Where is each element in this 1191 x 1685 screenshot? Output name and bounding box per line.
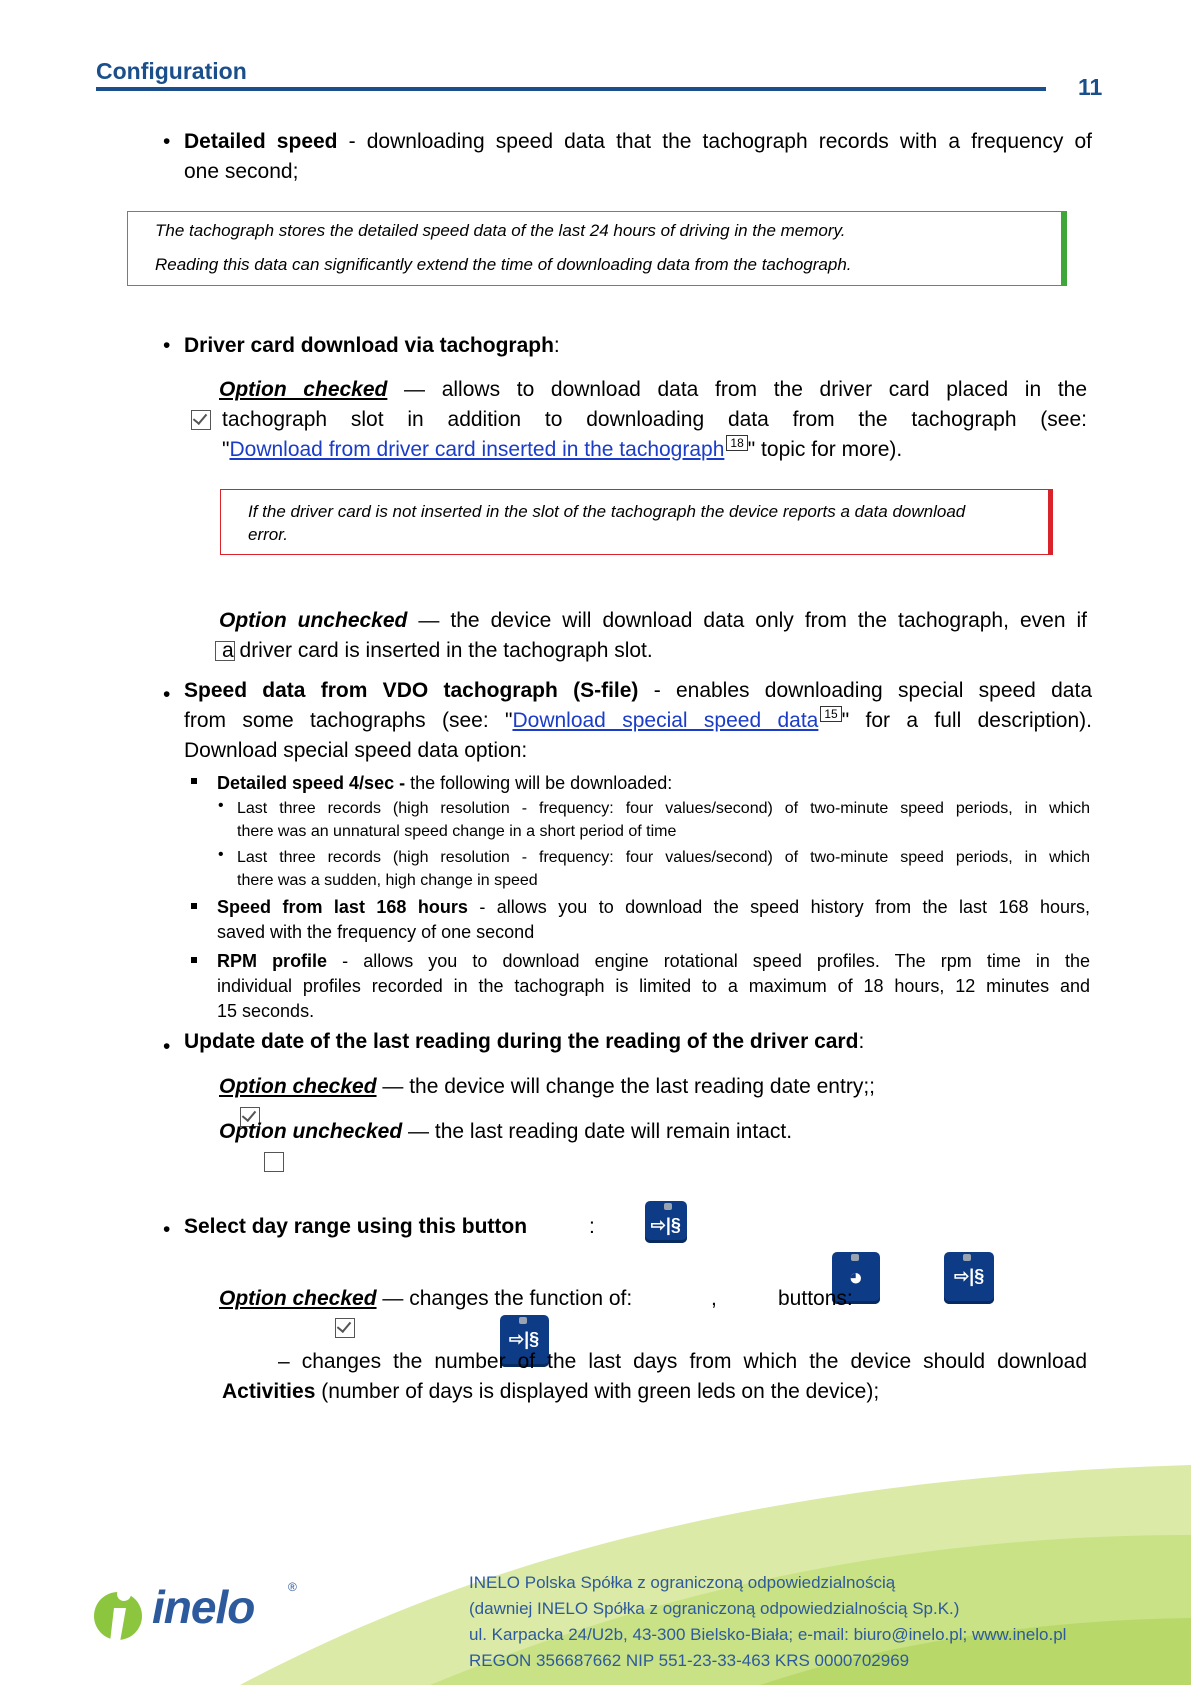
driver-card-checked-item: Option checked — allows to download data from the driver card placed in the tachograph slot in addition to downloading data from the tachograph (see: "Download from driver card inserted in the tachograph 18 " topic for more). (219, 378, 1088, 461)
section-button-icon: ⇨|§ (944, 1252, 994, 1304)
driver-card-unchecked-item: Option unchecked — the device will download data only from the tachograph, even if a driver card is inserted in the tachograph slot. (219, 609, 1088, 662)
pie-button-icon: ◕ (832, 1252, 880, 1304)
logo-mark-icon (92, 1580, 144, 1650)
page-number: 11 (1078, 74, 1103, 100)
page-ref-badge[interactable]: 18 (726, 435, 747, 451)
checked-checkbox-icon (335, 1318, 355, 1338)
driver-card-topic-link[interactable]: Download from driver card inserted in the tachograph (229, 438, 725, 461)
day-range-heading: Select day range using this button (184, 1215, 528, 1238)
bullet-icon: • (163, 334, 171, 357)
special-speed-link[interactable]: Download special speed data (512, 709, 819, 732)
info-note: The tachograph stores the detailed speed data of the last 24 hours of driving in the memory. Reading this data can significantly extend the time of downloading data from the tachograph. (127, 211, 1067, 286)
logo-wordmark: inelo (152, 1581, 255, 1633)
square-bullet-icon (191, 903, 197, 909)
sub-item: Last three records (high resolution - frequency: four values/second) of two-minute speed periods, in which there was a sudden, high change in speed (237, 849, 1090, 889)
sub-item: Last three records (high resolution - frequency: four values/second) of two-minute speed periods, in which there was an unnatural speed change in a short period of time (237, 800, 1090, 840)
update-date-checked-item: Option checked — the device will change the last reading date entry;; (219, 1075, 875, 1098)
checked-checkbox-icon (191, 410, 211, 430)
buttons-word: buttons: (778, 1287, 853, 1310)
colon: : (589, 1215, 595, 1238)
header-rule (96, 87, 1046, 91)
day-range-description: – changes the number of the last days from which the device should download Activities (number of days is displayed with green leds on the device); (222, 1350, 1087, 1403)
warning-note: If the driver card is not inserted in the slot of the tachograph the device reports a data download error. (220, 489, 1053, 555)
section-button-icon: ⇨|§ (645, 1201, 687, 1243)
company-info: INELO Polska Spółka z ograniczoną odpowiedzialnością (dawniej INELO Spółka z ograniczoną odpowiedzialnością Sp.K.) ul. Karpacka 24/U2b, 43-300 Bielsko-Biała; e-mail: biuro@inelo.pl; www.inelo.pl REGON 356687662 NIP 551-23-33-463 KRS 0000702969 (469, 1573, 1067, 1670)
update-date-unchecked-item: Option unchecked — the last reading date will remain intact. (219, 1120, 793, 1143)
bullet-icon: • (163, 683, 171, 706)
square-bullet-icon (191, 778, 197, 784)
detailed-speed-term: Detailed speed (184, 130, 338, 153)
bullet-icon: • (163, 1035, 171, 1058)
section-title: Configuration (96, 58, 247, 84)
detailed-speed-item: Detailed speed - downloading speed data that the tachograph records with a frequency of one second; (184, 130, 1092, 183)
driver-card-heading: Driver card download via tachograph: (184, 334, 560, 357)
unchecked-checkbox-icon (264, 1152, 284, 1172)
detailed-speed-4sec-item: Detailed speed 4/sec - the following will be downloaded: (217, 773, 673, 793)
update-date-heading: Update date of the last reading during the reading of the driver card: (184, 1030, 865, 1053)
rpm-profile-item: RPM profile - allows you to download engine rotational speed profiles. The rpm time in the individual profiles recorded in the tachograph is limited to a maximum of 18 hours, 12 minutes and 15 seconds. (217, 951, 1090, 1021)
speed-168-item: Speed from last 168 hours - allows you to download the speed history from the last 168 hours, saved with the frequency of one second (217, 897, 1091, 942)
bullet-icon: • (163, 130, 171, 153)
square-bullet-icon (191, 957, 197, 963)
comma: , (711, 1287, 717, 1310)
day-range-checked-item: Option checked — changes the function of: (219, 1287, 633, 1310)
bullet-icon: • (218, 797, 224, 814)
bullet-icon: • (163, 1218, 171, 1241)
speed-vdo-item: Speed data from VDO tachograph (S-file) - enables downloading special speed data from some tachographs (see: "Download special speed data 15 " for a full description). Download special speed data option: (184, 679, 1093, 762)
bullet-icon: • (218, 846, 224, 863)
section-button-icon: ⇨|§ (500, 1315, 549, 1367)
page-ref-badge[interactable]: 15 (820, 706, 841, 722)
